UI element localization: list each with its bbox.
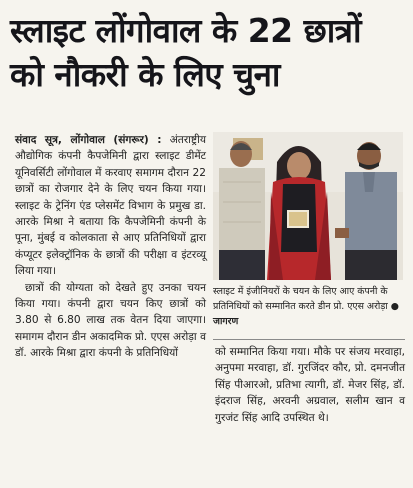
headline-line-1: स्लाइट लोंगोवाल के 22 छात्रों: [10, 11, 362, 50]
article-column-left: [15, 132, 206, 362]
headline-line-2: को नौकरी के लिए चुना: [10, 55, 280, 94]
photo-caption: [213, 284, 405, 329]
article-paragraph-1-text: अंतराष्ट्रीय औद्योगिक कंपनी कैपजेमिनी द्वारा स्लाइट डीमेंट यूनिवर्सिटी लोंगोवाल में करवाए समागम दौरान 22 छात्रों का रोजगार देने के लिए चयन किया गया। स्लाइट के ट्रेनिंग एंड प्लेसमेंट विभाग के प्रमुख डा. आरके मिश्रा ने बताया कि कैपजेमिनी कंपनी के पूना, मुंबई व कोलकाता से आए प्रतिनिधियों द्वारा कंप्यूटर इलेक्ट्रॉनिक के छात्रों की परीक्षा व इंटरव्यू लिया गया।: [15, 134, 206, 278]
caption-divider: [213, 339, 405, 340]
article-paragraph-3: को सम्मानित किया गया। मौके पर संजय मरवाहा, अनुपमा मरवाहा, डॉ. गुरजिंदर कौर, प्रो. दमनजीत सिंह पीआरओ, प्रतिभा त्यागी, डॉ. मेजर सिंह, डॉ. इंदराज सिंह, अरवनी अग्रवाल, सलीम खान व गुरजंट सिंह आदि उपस्थित थे।: [215, 346, 405, 424]
photo-caption-text: स्लाइट में इंजीनियरों के चयन के लिए आए कंपनी के प्रतिनिधियों को सम्मानित करते डीन प्रो. एएस अरोड़ा: [213, 286, 388, 312]
caption-separator: ●: [390, 301, 399, 312]
article-paragraph-1: [15, 132, 206, 280]
dateline: संवाद सूत्र, लोंगोवाल (संगरूर) :: [15, 134, 162, 146]
photo-illustration: [213, 132, 403, 280]
headline: [10, 8, 405, 97]
article-column-right: [215, 344, 405, 426]
news-photo: [213, 132, 403, 280]
article-paragraph-2: छात्रों की योग्यता को देखते हुए उनका चयन किया गया। कंपनी द्वारा चयन किए छात्रों को 3.80 से 6.80 लाख तक वेतन दिया जाएगा। समागम दौरान डीन अकादमिक प्रो. एएस अरोड़ा व डॉ. आरके मिश्रा द्वारा कंपनी के प्रतिनिधियों: [15, 281, 206, 360]
photo-credit: जागरण: [213, 316, 239, 327]
